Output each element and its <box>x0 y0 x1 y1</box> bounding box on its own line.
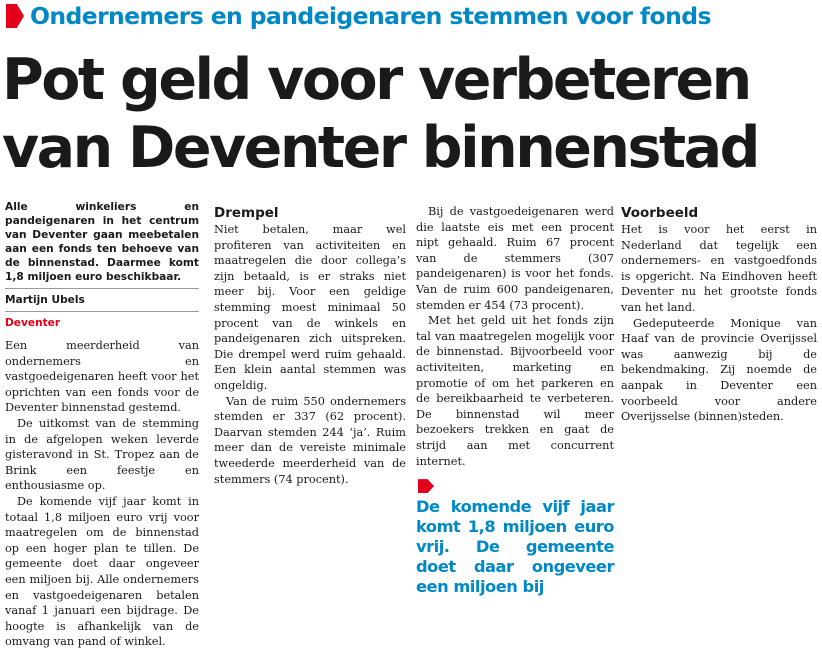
paragraph: Van de ruim 550 ondernemers stemden er 337 (62 procent). Daarvan stemden 244 ‘ja’. Ruim meer dan de vereiste minimale tweederde meerderheid van de stemmers (74 procent). <box>214 394 406 486</box>
kicker-text: Ondernemers en pandeigenaren stemmen voor fonds <box>30 2 711 30</box>
byline-author: Martijn Ubels <box>5 294 85 306</box>
pull-quote: De komende vijf jaar komt 1,8 miljoen euro vrij. De gemeente doet daar ongeveer een miljoen bij <box>416 497 614 597</box>
subheading: Drempel <box>214 205 279 221</box>
kicker <box>6 2 711 30</box>
intro: Alle winkeliers en pandeigenaren in het centrum van Deventer gaan meebetalen aan een fonds ten behoeve van de binnenstad. Daarmee komt 1,8 miljoen euro beschikbaar. <box>5 201 199 283</box>
quote-arrow-icon <box>418 479 434 493</box>
divider <box>5 311 199 312</box>
kicker-arrow-icon <box>6 4 24 28</box>
headline <box>2 46 822 182</box>
paragraph: Een meerderheid van ondernemers en vastgoedeigenaren heeft voor het oprichten van een fonds voor de Deventer binnenstad gestemd. <box>5 339 199 415</box>
article-column-4 <box>621 204 817 425</box>
article-column-2 <box>214 204 406 487</box>
paragraph: De uitkomst van de stemming in de afgelopen weken leverde gisteravond in St. Tropez aan de Brink een feestje en enthousiasme op. <box>5 416 199 493</box>
paragraph: Het is voor het eerst in Nederland dat tegelijk een ondernemers- en vastgoedfonds is opgericht. Na Eindhoven heeft Deventer nu het grootste fonds van het land. <box>621 223 817 314</box>
article-column-1 <box>5 200 199 650</box>
article-column-3 <box>416 204 614 597</box>
paragraph: De komende vijf jaar komt in totaal 1,8 miljoen euro vrij voor maatregelen om de binnenstad op een hoger plan te tillen. De gemeente doet daar ongeveer een miljoen bij. Alle ondernemers en vastgoedeigenaren betalen vanaf 1 januari een bijdrage. De hoogte is afhankelijk van de omvang van pand of winkel. <box>5 494 199 649</box>
paragraph: Met het geld uit het fonds zijn tal van maatregelen mogelijk voor de binnenstad. Bijvoorbeeld voor activiteiten, marketing en promotie of om het parkeren en de bereikbaarheid te verbeteren. De binnenstad wil meer bezoekers trekken en gaat de strijd aan met concurrent internet. <box>416 314 614 468</box>
paragraph: Gedeputeerde Monique van Haaf van de provincie Overijssel was aanwezig bij de bekendmaking. Zij noemde de aanpak in Deventer een voorbeeld voor andere Overijsselse (binnen)steden. <box>621 316 817 424</box>
paragraph: Niet betalen, maar wel profiteren van activiteiten en maatregelen die door collega’s zijn betaald, is er straks niet meer bij. Voor een geldige stemming moest minimaal 50 procent van de winkels en pandeigenaren zich uitspreken. Die drempel werd ruim gehaald. Een klein aantal stemmen was ongeldig. <box>214 223 406 392</box>
divider <box>5 288 199 289</box>
headline-line-1: Pot geld voor verbeteren <box>2 47 750 113</box>
subheading: Voorbeeld <box>621 205 699 221</box>
paragraph: Bij de vastgoedeigenaren werd die laatste eis met een procent nipt gehaald. Ruim 67 procent van de stemmers (307 pandeigenaren) is voor het fonds. Van de ruim 600 pandeigenaren, stemden er 454 (73 procent). <box>416 205 614 312</box>
byline-place: Deventer <box>5 317 61 329</box>
headline-line-2: van Deventer binnenstad <box>2 115 758 181</box>
